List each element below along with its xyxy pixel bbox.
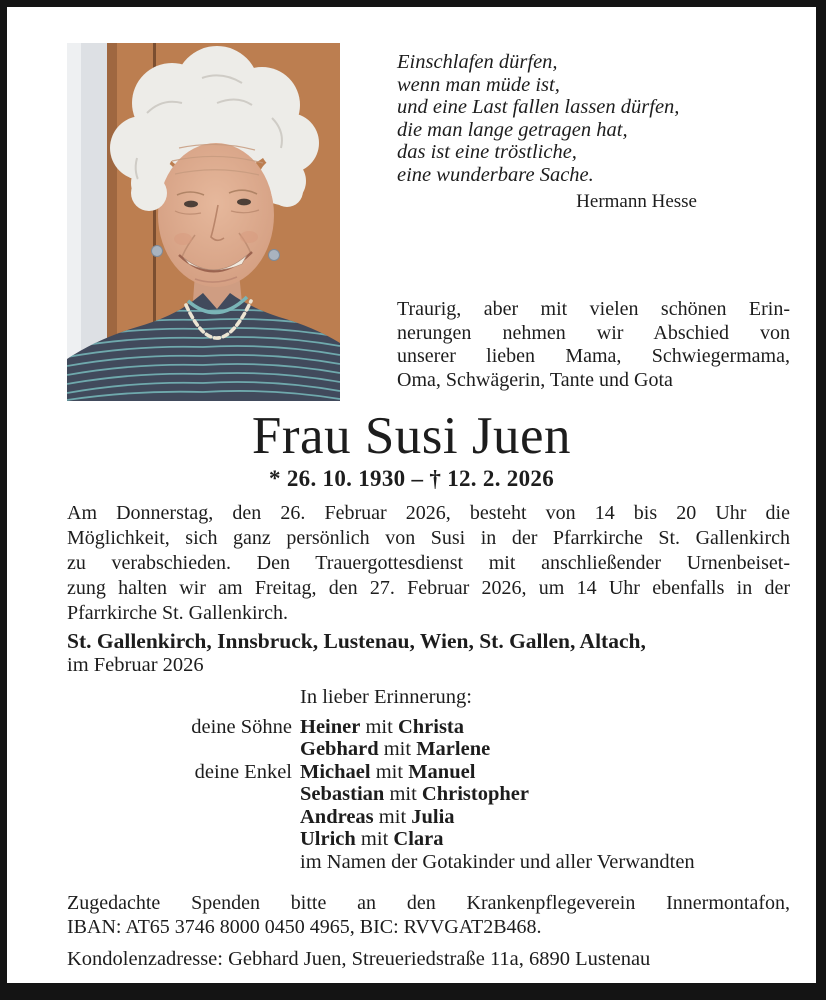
family-names bbox=[300, 716, 790, 739]
deceased-name: Frau Susi Juen bbox=[251, 407, 572, 465]
family-name: Clara bbox=[393, 828, 444, 850]
family-label: deine Söhne bbox=[191, 715, 292, 738]
family-label: deine Enkel bbox=[194, 760, 292, 783]
mit-word: mit bbox=[378, 805, 407, 828]
mit-word: mit bbox=[389, 783, 417, 805]
quote-line: die man lange getragen hat, bbox=[397, 118, 628, 141]
mit-word: mit bbox=[365, 715, 393, 738]
condolence-address: Kondolenzadresse: Gebhard Juen, Streueriedstraße 11a, 6890 Lustenau bbox=[67, 948, 651, 970]
mit-word: mit bbox=[383, 738, 412, 760]
quote-line: und eine Last fallen lassen dürfen, bbox=[397, 96, 680, 119]
farewell-intro bbox=[397, 298, 790, 392]
family-name: Julia bbox=[411, 805, 455, 828]
family-label bbox=[67, 828, 292, 851]
mit-word: mit bbox=[360, 828, 389, 850]
quote-line: eine wunderbare Sache. bbox=[397, 163, 594, 186]
portrait-photo bbox=[67, 43, 340, 401]
quote-line: Einschlafen dürfen, bbox=[397, 51, 558, 73]
announcement-line: zung halten wir am Freitag, den 27. Februar 2026, um 14 Uhr ebenfalls in der bbox=[67, 577, 790, 599]
portrait-illustration bbox=[67, 43, 340, 401]
donation-line: IBAN: AT65 3746 8000 0450 4965, BIC: RVVGAT2B468. bbox=[67, 916, 542, 938]
family-name: Christopher bbox=[421, 783, 529, 805]
intro-line: Oma, Schwägerin, Tante und Gota bbox=[397, 368, 673, 391]
intro-line: nerungen nehmen wir Abschied von bbox=[397, 321, 790, 344]
family-name: Gebhard bbox=[300, 738, 379, 760]
family-names bbox=[300, 761, 790, 784]
remembrance-heading: In lieber Erinnerung: bbox=[300, 686, 472, 708]
family-row bbox=[67, 761, 790, 784]
quote-line: wenn man müde ist, bbox=[397, 73, 560, 96]
family-label bbox=[67, 783, 292, 806]
family-name: Andreas bbox=[300, 805, 374, 828]
obituary-card bbox=[7, 7, 816, 983]
family-label bbox=[67, 806, 292, 829]
family-name: Manuel bbox=[408, 760, 476, 783]
life-dates: * 26. 10. 1930 – † 12. 2. 2026 bbox=[269, 466, 554, 491]
family-label bbox=[67, 738, 292, 761]
family-name: Christa bbox=[397, 715, 464, 738]
family-name: Marlene bbox=[416, 738, 491, 760]
quote-line: das ist eine tröstliche, bbox=[397, 141, 577, 164]
family-names bbox=[300, 828, 790, 851]
announcement-line: Pfarrkirche St. Gallenkirch. bbox=[67, 602, 289, 624]
family-row bbox=[67, 738, 790, 761]
donation-line: Zugedachte Spenden bitte an den Krankenpflegeverein Innermontafon, bbox=[67, 892, 790, 914]
mit-word: mit bbox=[375, 760, 404, 783]
announcement-line: Am Donnerstag, den 26. Februar 2026, besteht von 14 bis 20 Uhr die bbox=[67, 502, 790, 524]
remembrance-closing: im Namen der Gotakinder und aller Verwandten bbox=[300, 850, 695, 873]
month-line: im Februar 2026 bbox=[67, 654, 204, 676]
quote-attribution: Hermann Hesse bbox=[576, 190, 697, 212]
family-name: Heiner bbox=[300, 715, 361, 738]
family-names bbox=[300, 783, 790, 806]
donation-note bbox=[67, 891, 790, 939]
family-name: Sebastian bbox=[300, 783, 385, 805]
family-names bbox=[300, 806, 790, 829]
family-row bbox=[67, 783, 790, 806]
memorial-quote bbox=[397, 51, 697, 213]
family-names bbox=[300, 738, 790, 761]
intro-line: unserer lieben Mama, Schwiegermama, bbox=[397, 345, 790, 367]
family-name: Ulrich bbox=[300, 828, 356, 850]
family-row bbox=[67, 828, 790, 851]
announcement-line: zu verabschieden. Den Trauergottesdienst mit anschließender Urnenbeiset- bbox=[67, 552, 790, 574]
remembrance-list bbox=[67, 686, 790, 873]
intro-line: Traurig, aber mit vielen schönen Erin- bbox=[397, 298, 790, 320]
places-line: St. Gallenkirch, Innsbruck, Lustenau, Wien, St. Gallen, Altach, bbox=[67, 629, 646, 653]
family-name: Michael bbox=[300, 760, 371, 783]
funeral-announcement bbox=[67, 501, 790, 626]
announcement-line: Möglichkeit, sich ganz persönlich von Susi in der Pfarrkirche St. Gallenkirch bbox=[67, 527, 790, 549]
family-row bbox=[67, 716, 790, 739]
family-row bbox=[67, 806, 790, 829]
